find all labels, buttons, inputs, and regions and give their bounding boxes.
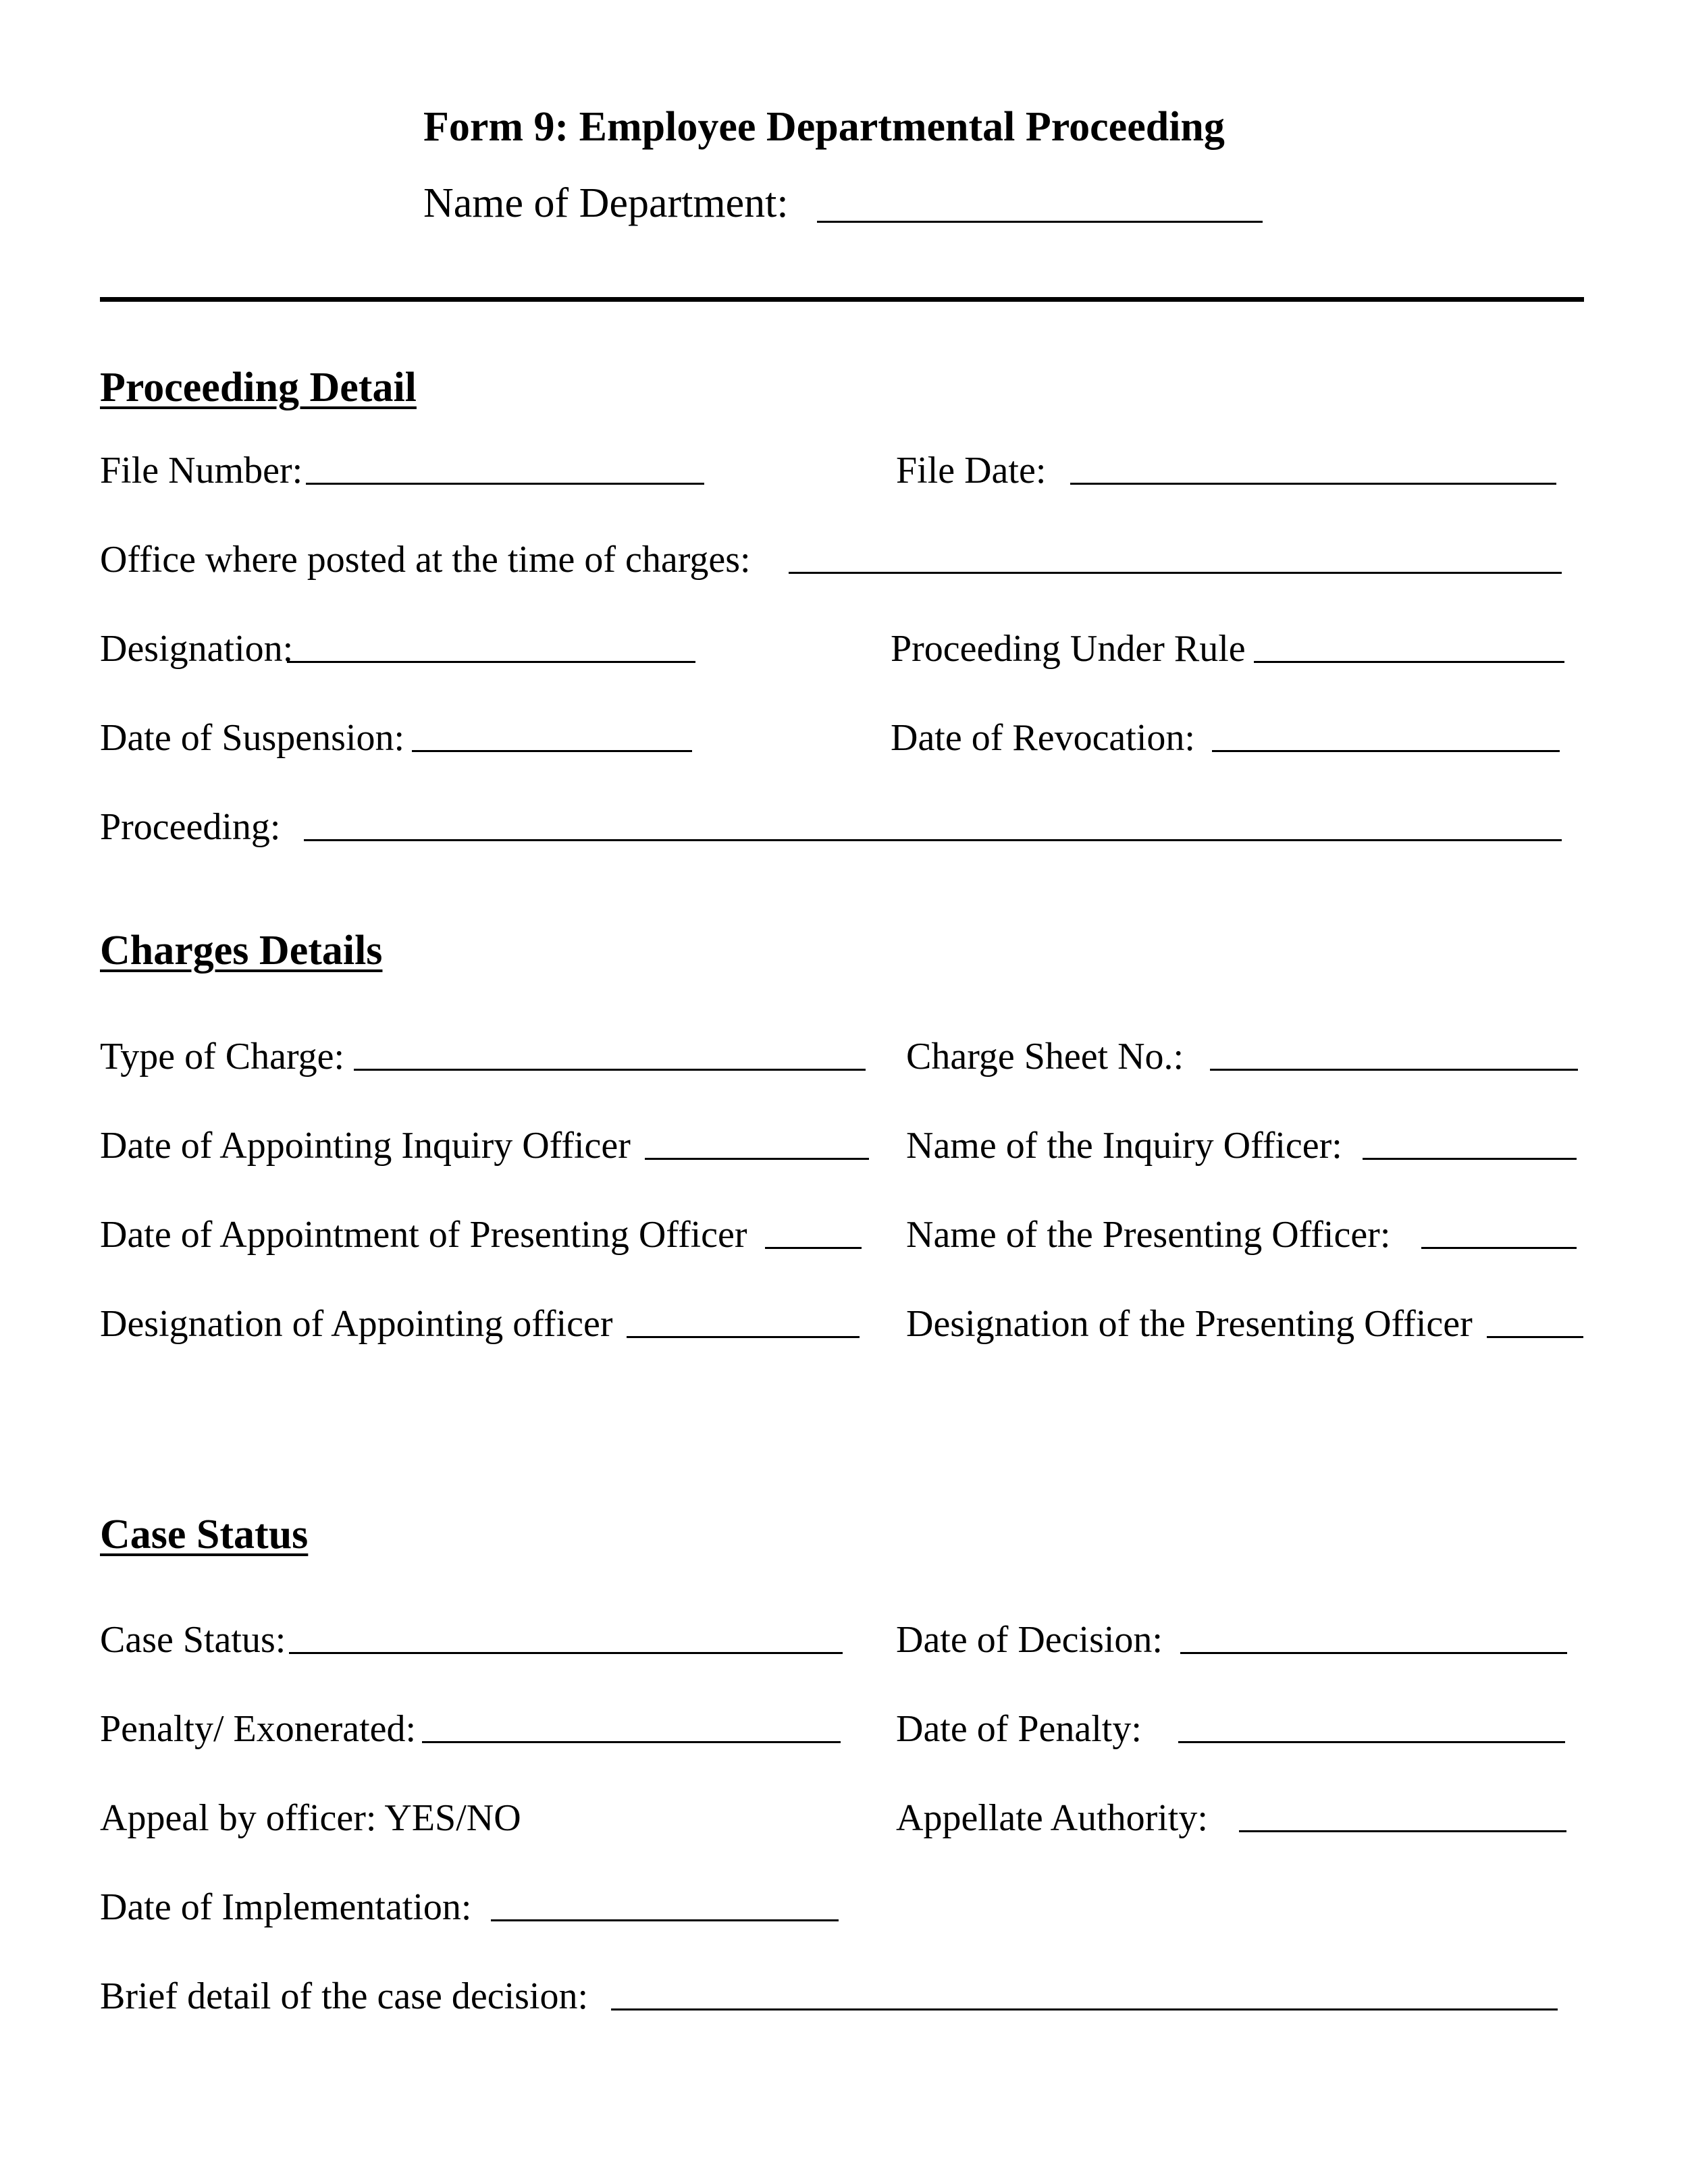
date-implementation-field[interactable] [491, 1919, 839, 1921]
date-penalty-label: Date of Penalty: [896, 1708, 1142, 1750]
date-revocation-label: Date of Revocation: [891, 717, 1195, 759]
date-penalty-field[interactable] [1178, 1741, 1565, 1743]
designation-label: Designation: [100, 628, 294, 670]
header-divider [100, 297, 1584, 302]
name-presenting-officer-label: Name of the Presenting Officer: [906, 1214, 1391, 1256]
section-heading-charges: Charges Details [100, 928, 383, 974]
penalty-label: Penalty/ Exonerated: [100, 1708, 417, 1750]
date-suspension-label: Date of Suspension: [100, 717, 405, 759]
appeal-label: Appeal by officer: YES/NO [100, 1797, 521, 1839]
type-of-charge-label: Type of Charge: [100, 1036, 345, 1077]
date-presenting-officer-label: Date of Appointment of Presenting Officer [100, 1214, 747, 1256]
type-of-charge-field[interactable] [354, 1069, 866, 1071]
proceeding-field[interactable] [304, 839, 1562, 841]
section-heading-case-status: Case Status [100, 1512, 309, 1557]
department-field[interactable] [817, 221, 1263, 223]
file-date-label: File Date: [896, 450, 1047, 491]
charge-sheet-no-label: Charge Sheet No.: [906, 1036, 1184, 1077]
case-status-field[interactable] [289, 1652, 843, 1654]
proceeding-rule-field[interactable] [1254, 661, 1564, 663]
date-appointing-inquiry-field[interactable] [645, 1158, 869, 1160]
date-decision-label: Date of Decision: [896, 1619, 1163, 1661]
date-decision-field[interactable] [1180, 1652, 1567, 1654]
brief-detail-label: Brief detail of the case decision: [100, 1975, 589, 2017]
name-inquiry-officer-label: Name of the Inquiry Officer: [906, 1125, 1342, 1167]
form-title: Form 9: Employee Departmental Proceeding [423, 104, 1225, 150]
proceeding-label: Proceeding: [100, 806, 281, 848]
file-number-label: File Number: [100, 450, 303, 491]
office-posted-label: Office where posted at the time of charges: [100, 539, 751, 581]
section-heading-proceeding: Proceeding Detail [100, 365, 417, 410]
date-implementation-label: Date of Implementation: [100, 1886, 472, 1928]
designation-field[interactable] [287, 661, 695, 663]
file-date-field[interactable] [1070, 483, 1556, 485]
name-inquiry-officer-field[interactable] [1363, 1158, 1577, 1160]
date-suspension-field[interactable] [412, 750, 692, 752]
date-presenting-officer-field[interactable] [765, 1247, 862, 1249]
appellate-authority-label: Appellate Authority: [896, 1797, 1208, 1839]
proceeding-rule-label: Proceeding Under Rule [891, 628, 1246, 670]
appellate-authority-field[interactable] [1239, 1830, 1566, 1832]
designation-presenting-label: Designation of the Presenting Officer [906, 1303, 1473, 1345]
date-appointing-inquiry-label: Date of Appointing Inquiry Officer [100, 1125, 631, 1167]
brief-detail-field[interactable] [611, 2008, 1558, 2010]
department-label: Name of Department: [423, 180, 789, 226]
penalty-field[interactable] [422, 1741, 841, 1743]
charge-sheet-no-field[interactable] [1210, 1069, 1578, 1071]
office-posted-field[interactable] [789, 572, 1562, 574]
designation-appointing-label: Designation of Appointing officer [100, 1303, 613, 1345]
file-number-field[interactable] [306, 483, 704, 485]
date-revocation-field[interactable] [1212, 750, 1560, 752]
designation-presenting-field[interactable] [1487, 1336, 1583, 1338]
name-presenting-officer-field[interactable] [1421, 1247, 1577, 1249]
designation-appointing-field[interactable] [627, 1336, 860, 1338]
case-status-label: Case Status: [100, 1619, 286, 1661]
